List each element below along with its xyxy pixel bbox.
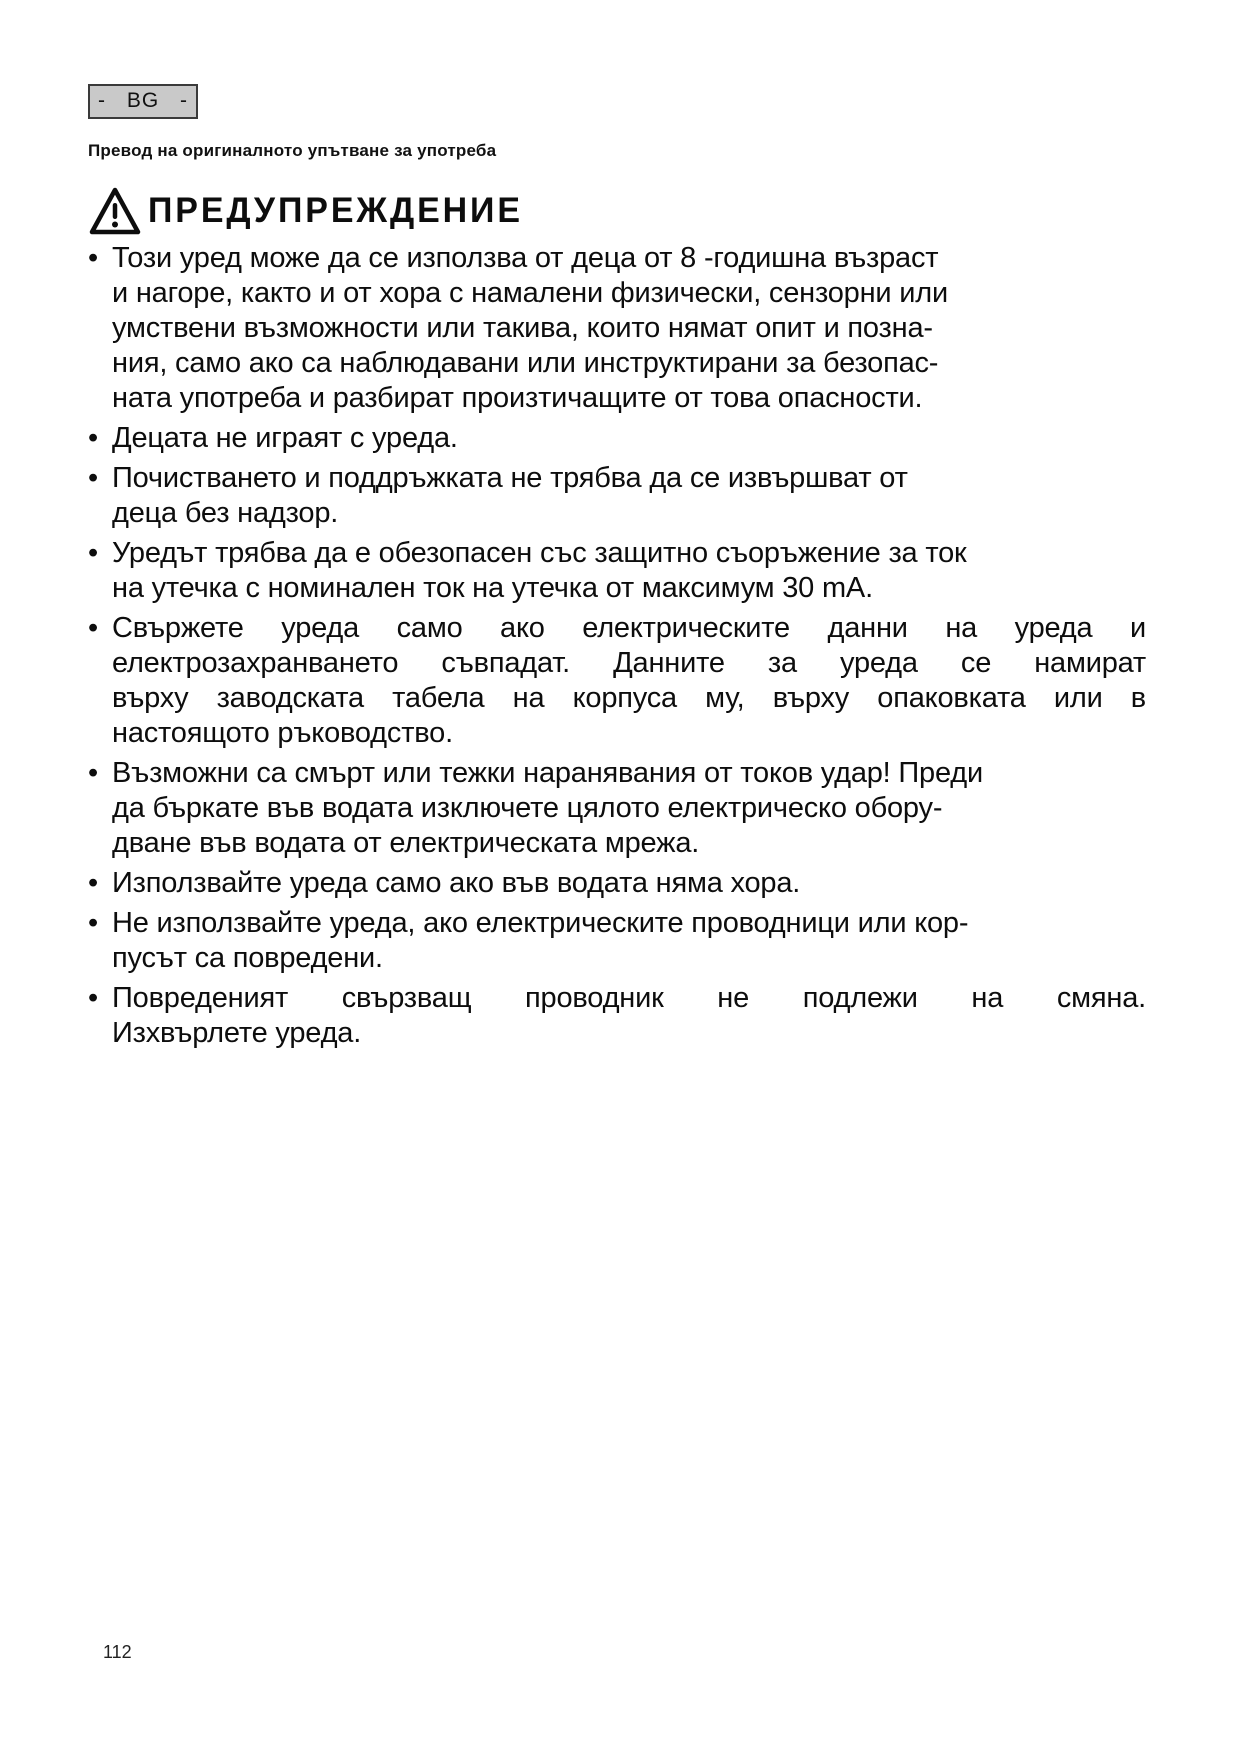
list-item-text — [112, 241, 1146, 416]
list-item — [88, 241, 1146, 416]
warning-line: ната употреба и разбират произтичащите от това опасности. — [112, 382, 923, 414]
list-item-text — [112, 906, 1146, 976]
warning-line: и нагоре, както и от хора с намалени физически, сензорни или — [112, 277, 948, 309]
warning-line: Повреденият свързващ проводник не подлежи на смяна. — [112, 982, 1146, 1014]
page-number: 112 — [103, 1642, 132, 1662]
bullet-marker: • — [88, 462, 99, 494]
warning-line: на утечка с номинален ток на утечка от максимум 30 mA. — [112, 572, 873, 604]
warning-line: Възможни са смърт или тежки наранявания от токов удар! Преди — [112, 757, 983, 789]
list-item-text — [112, 461, 1146, 531]
bullet-marker: • — [88, 867, 99, 899]
list-item-text — [112, 536, 1146, 606]
bullet-marker: • — [88, 612, 99, 644]
list-item-text — [112, 981, 1146, 1051]
warning-line: Свържете уреда само ако електрическите данни на уреда и — [112, 612, 1146, 644]
warning-triangle-icon — [88, 186, 142, 236]
list-item — [88, 866, 1146, 901]
bullet-marker: • — [88, 422, 99, 454]
warning-line: настоящото ръководство. — [112, 717, 453, 749]
warning-line: Децата не играят с уреда. — [112, 422, 458, 454]
bullet-marker: • — [88, 907, 99, 939]
warning-line: електрозахранването съвпадат. Данните за уреда се намират — [112, 647, 1146, 679]
bullet-marker: • — [88, 537, 99, 569]
warning-line: Използвайте уреда само ако във водата няма хора. — [112, 867, 801, 899]
document-subtitle: Превод на оригиналното упътване за употреба — [88, 141, 497, 160]
warning-line: деца без надзор. — [112, 497, 339, 529]
warning-line: Не използвайте уреда, ако електрическите проводници или кор- — [112, 907, 969, 939]
warning-heading: ПРЕДУПРЕЖДЕНИЕ — [148, 191, 523, 230]
warning-line: ния, само ако са наблюдавани или инструктирани за безопас- — [112, 347, 939, 379]
warning-line: пусът са повредени. — [112, 942, 383, 974]
list-item — [88, 906, 1146, 976]
warning-list — [88, 241, 1146, 1056]
list-item-text — [112, 756, 1146, 861]
list-item — [88, 611, 1146, 751]
warning-line: Изхвърлете уреда. — [112, 1017, 362, 1049]
list-item — [88, 536, 1146, 606]
warning-line: Почистването и поддръжката не трябва да се извършват от — [112, 462, 908, 494]
list-item — [88, 461, 1146, 531]
language-tag-label: - BG - — [98, 89, 188, 112]
bullet-marker: • — [88, 242, 99, 274]
bullet-marker: • — [88, 757, 99, 789]
list-item-text — [112, 866, 1146, 901]
list-item — [88, 421, 1146, 456]
warning-line: Уредът трябва да е обезопасен със защитно съоръжение за ток — [112, 537, 967, 569]
list-item-text — [112, 421, 1146, 456]
list-item — [88, 756, 1146, 861]
warning-line: умствени възможности или такива, които нямат опит и позна- — [112, 312, 933, 344]
language-tag — [88, 84, 198, 119]
warning-line: върху заводската табела на корпуса му, върху опаковката или в — [112, 682, 1146, 714]
list-item — [88, 981, 1146, 1051]
warning-header — [88, 186, 535, 236]
warning-line: Този уред може да се използва от деца от 8 -годишна възраст — [112, 242, 939, 274]
list-item-text — [112, 611, 1146, 751]
warning-line: дване във водата от електрическата мрежа. — [112, 827, 700, 859]
warning-line: да бъркате във водата изключете цялото електрическо обору- — [112, 792, 943, 824]
bullet-marker: • — [88, 982, 99, 1014]
